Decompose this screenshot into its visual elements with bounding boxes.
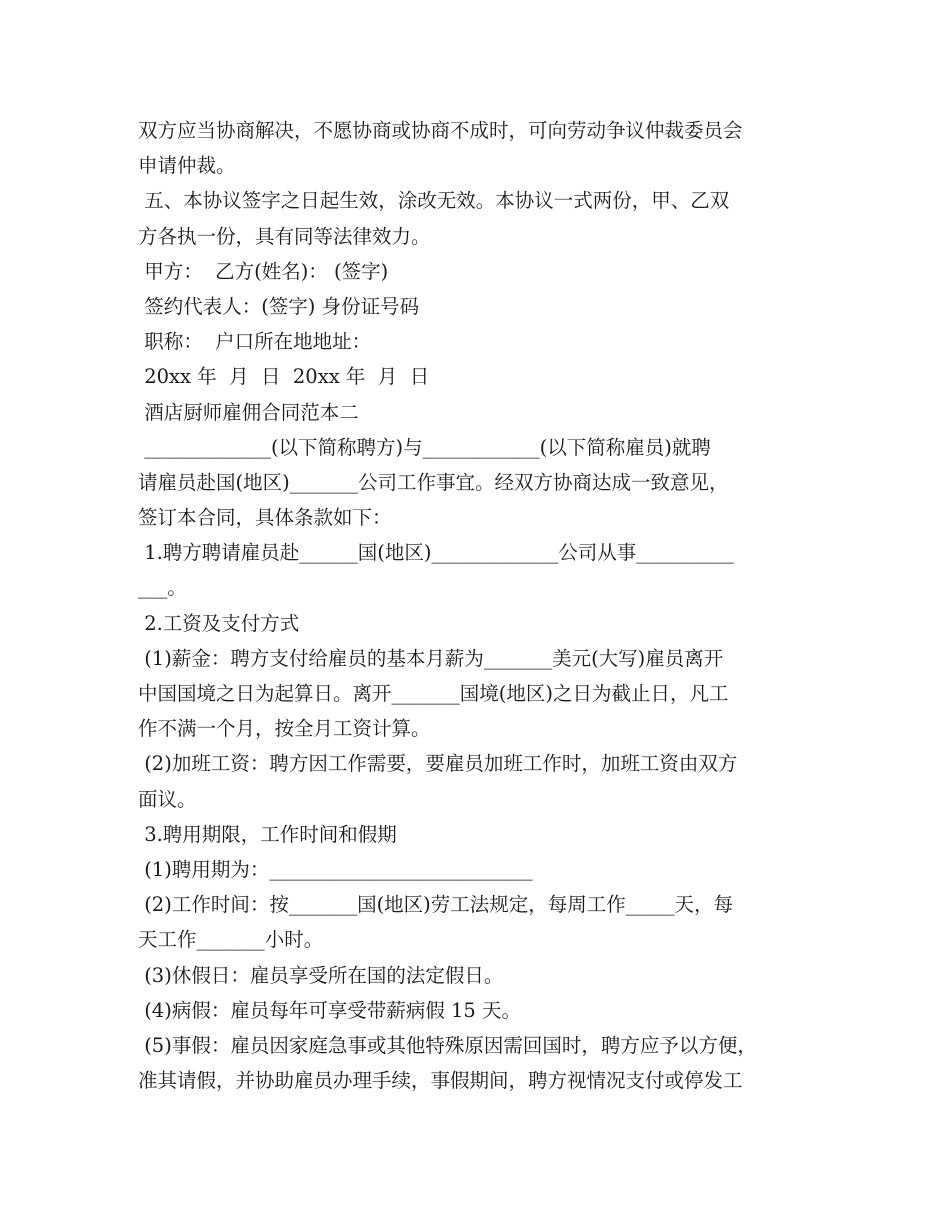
document-body — [138, 113, 818, 1098]
text-line: 方各执一份，具有同等法律效力。 — [138, 224, 431, 248]
text-line: 请雇员赴国(地区)_______公司工作事宜。经双方协商达成一致意见， — [138, 470, 729, 494]
clause-2-heading: 2.工资及支付方式 — [138, 611, 300, 635]
clause-3-4: (4)病假：雇员每年可享受带薪病假 15 天。 — [138, 998, 522, 1022]
clause-2-1: (1)薪金：聘方支付给雇员的基本月薪为_______美元(大写)雇员离开 — [138, 646, 724, 670]
clause-3-3: (3)休假日：雇员享受所在国的法定假日。 — [138, 963, 504, 987]
signature-line-parties: 甲方： 乙方(姓名)： (签字) — [138, 259, 389, 283]
text-line: 准其请假，并协助雇员办理手续，事假期间，聘方视情况支付或停发工 — [138, 1069, 743, 1093]
section-title: 酒店厨师雇佣合同范本二 — [138, 400, 359, 424]
text-line: 天工作_______小时。 — [138, 928, 324, 952]
text-line: 中国国境之日为起算日。离开_______国境(地区)之日为截止日，凡工 — [138, 682, 729, 705]
text-line: 五、本协议签字之日起生效，涂改无效。本协议一式两份，甲、乙双 — [138, 189, 730, 213]
text-line: 申请仲裁。 — [138, 154, 236, 178]
clause-3-heading: 3.聘用期限，工作时间和假期 — [138, 822, 397, 846]
clause-2-2: (2)加班工资：聘方因工作需要，要雇员加班工作时，加班工资由双方 — [138, 752, 738, 776]
clause-3-5: (5)事假：雇员因家庭急事或其他特殊原因需回国时，聘方应予以方便， — [138, 1033, 757, 1057]
text-line: ___。 — [138, 576, 187, 600]
signature-line-title: 职称： 户口所在地地址： — [138, 330, 372, 354]
signature-line-date: 20xx 年 月 日 20xx 年 月 日 — [138, 365, 430, 389]
text-line: 签订本合同，具体条款如下： — [138, 506, 392, 530]
clause-3-1: (1)聘用期为：___________________________ — [138, 857, 533, 881]
clause-1: 1.聘方聘请雇员赴______国(地区)_____________公司从事__________ — [138, 541, 734, 565]
text-line: 面议。 — [138, 787, 197, 811]
text-line: 作不满一个月，按全月工资计算。 — [138, 717, 431, 741]
text-line: 双方应当协商解决，不愿协商或协商不成时，可向劳动争议仲裁委员会 — [138, 119, 743, 142]
signature-line-representative: 签约代表人：(签字) 身份证号码 — [138, 294, 420, 318]
text-line: _____________(以下简称聘方)与____________(以下简称雇员)就聘 — [138, 435, 711, 459]
clause-3-2: (2)工作时间：按_______国(地区)劳工法规定，每周工作_____天，每 — [138, 893, 734, 917]
